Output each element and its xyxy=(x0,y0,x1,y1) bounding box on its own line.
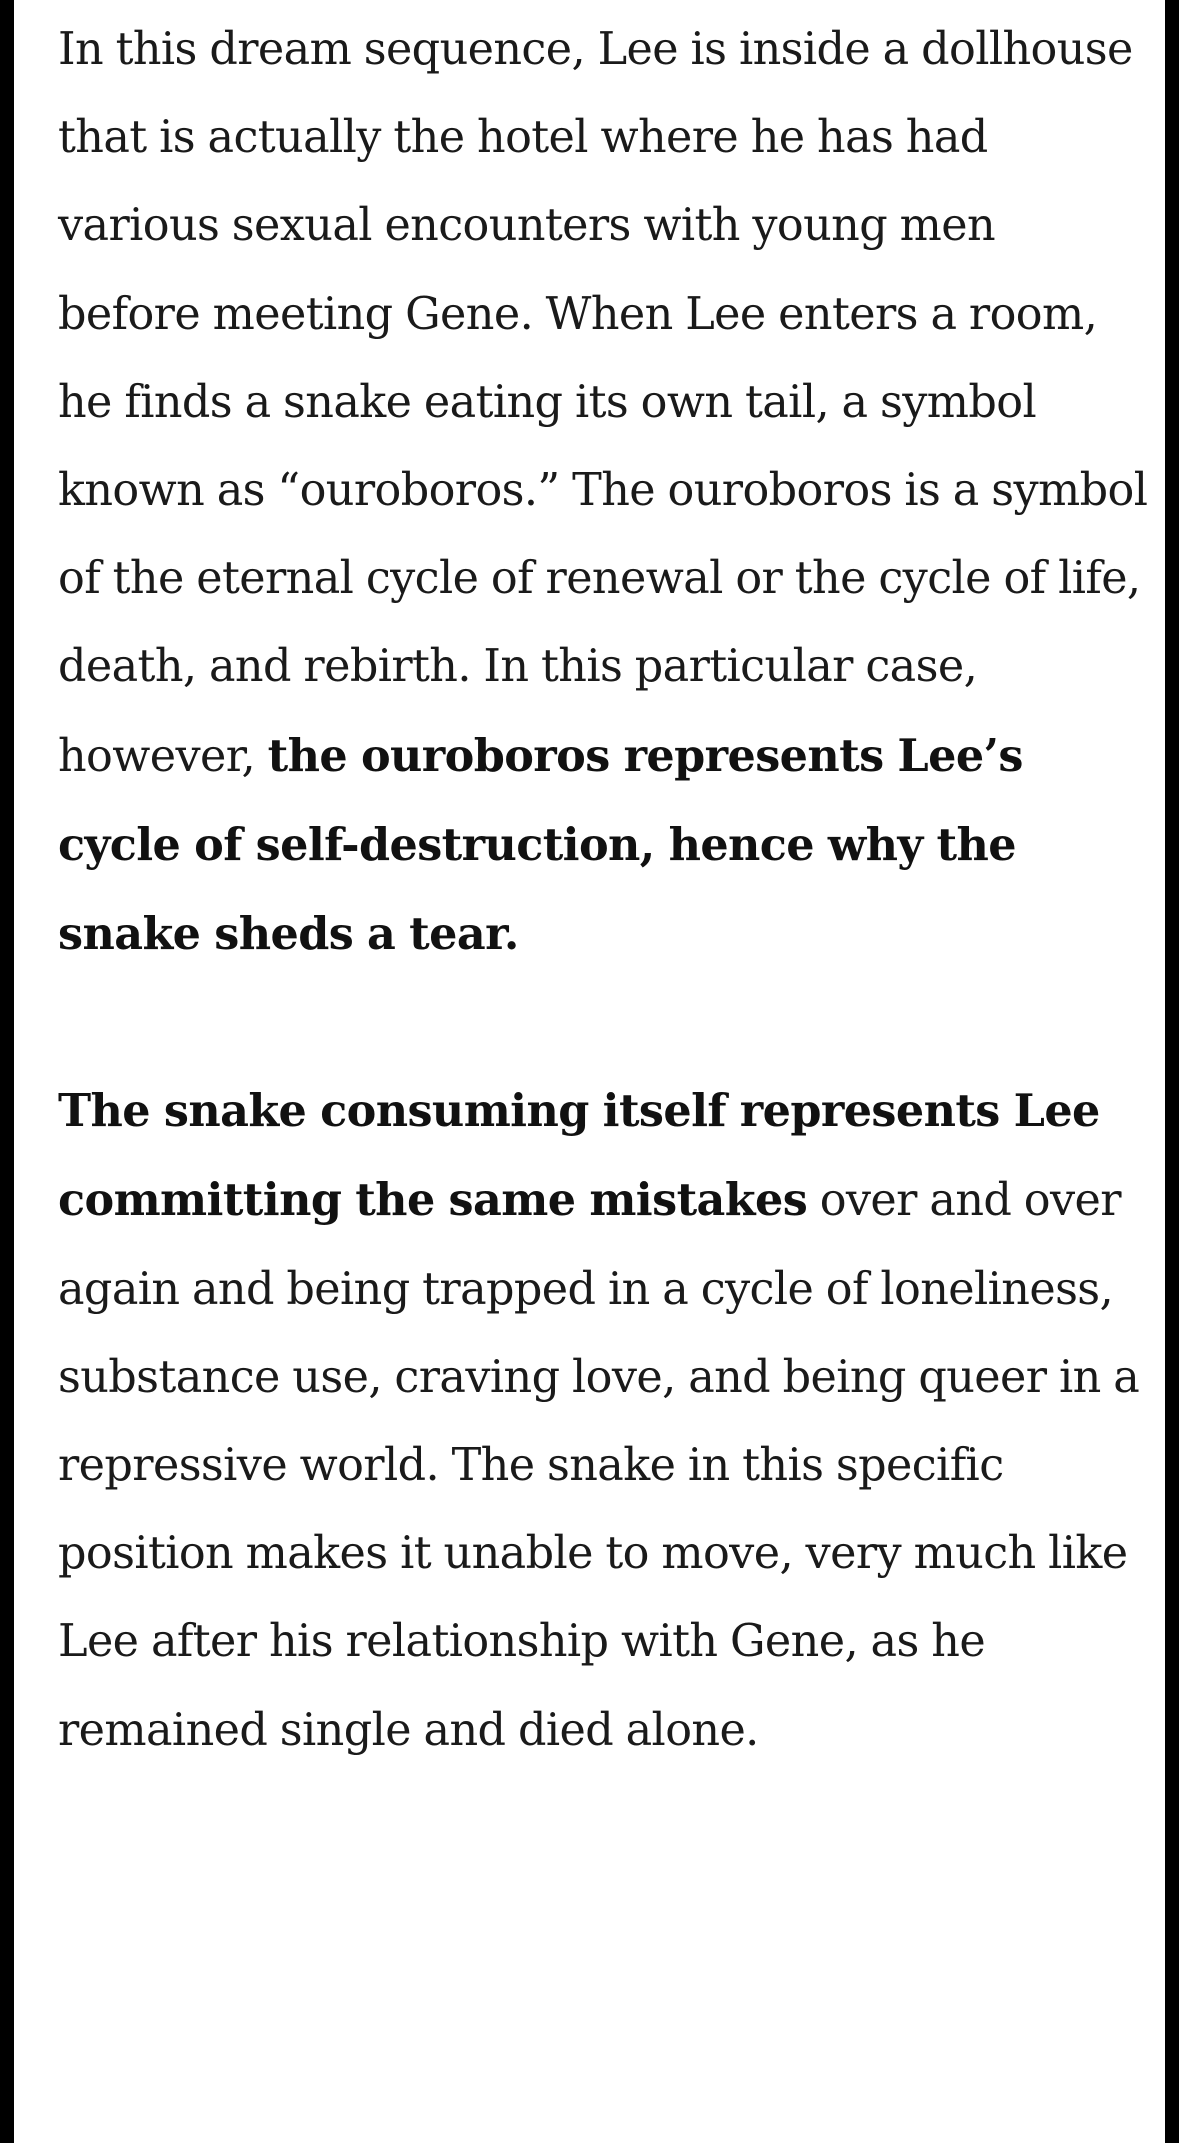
paragraph-2-emphasis: The snake consuming itself represents Lee committing the same mistakes xyxy=(58,1085,1100,1227)
paragraph-2-text: over and over again and being trapped in a cycle of loneliness, substance use, craving love, and being queer in a repressive world. The snake in this specific position makes it unable to move, very much like Lee after his relationship with Gene, as he remained single and died alone. xyxy=(58,1175,1140,1756)
paragraph-1-text: In this dream sequence, Lee is inside a dollhouse that is actually the hotel where he has had various sexual encounters with young men before meeting Gene. When Lee enters a room, he finds a snake eating its own tail, a symbol known as “ouroboros.” The ouroboros is a symbol of the eternal cycle of renewal or the cycle of life, death, and rebirth. In this particular case, however, xyxy=(58,24,1148,782)
paragraph-snake-consuming-itself xyxy=(58,1067,1148,1775)
paragraph-1-emphasis: the ouroboros represents Lee’s cycle of self-destruction, hence why the snake sheds a tear. xyxy=(58,729,1023,961)
paragraph-ouroboros-symbol xyxy=(58,6,1148,979)
article-page xyxy=(14,0,1165,2143)
article-body xyxy=(58,6,1148,1775)
